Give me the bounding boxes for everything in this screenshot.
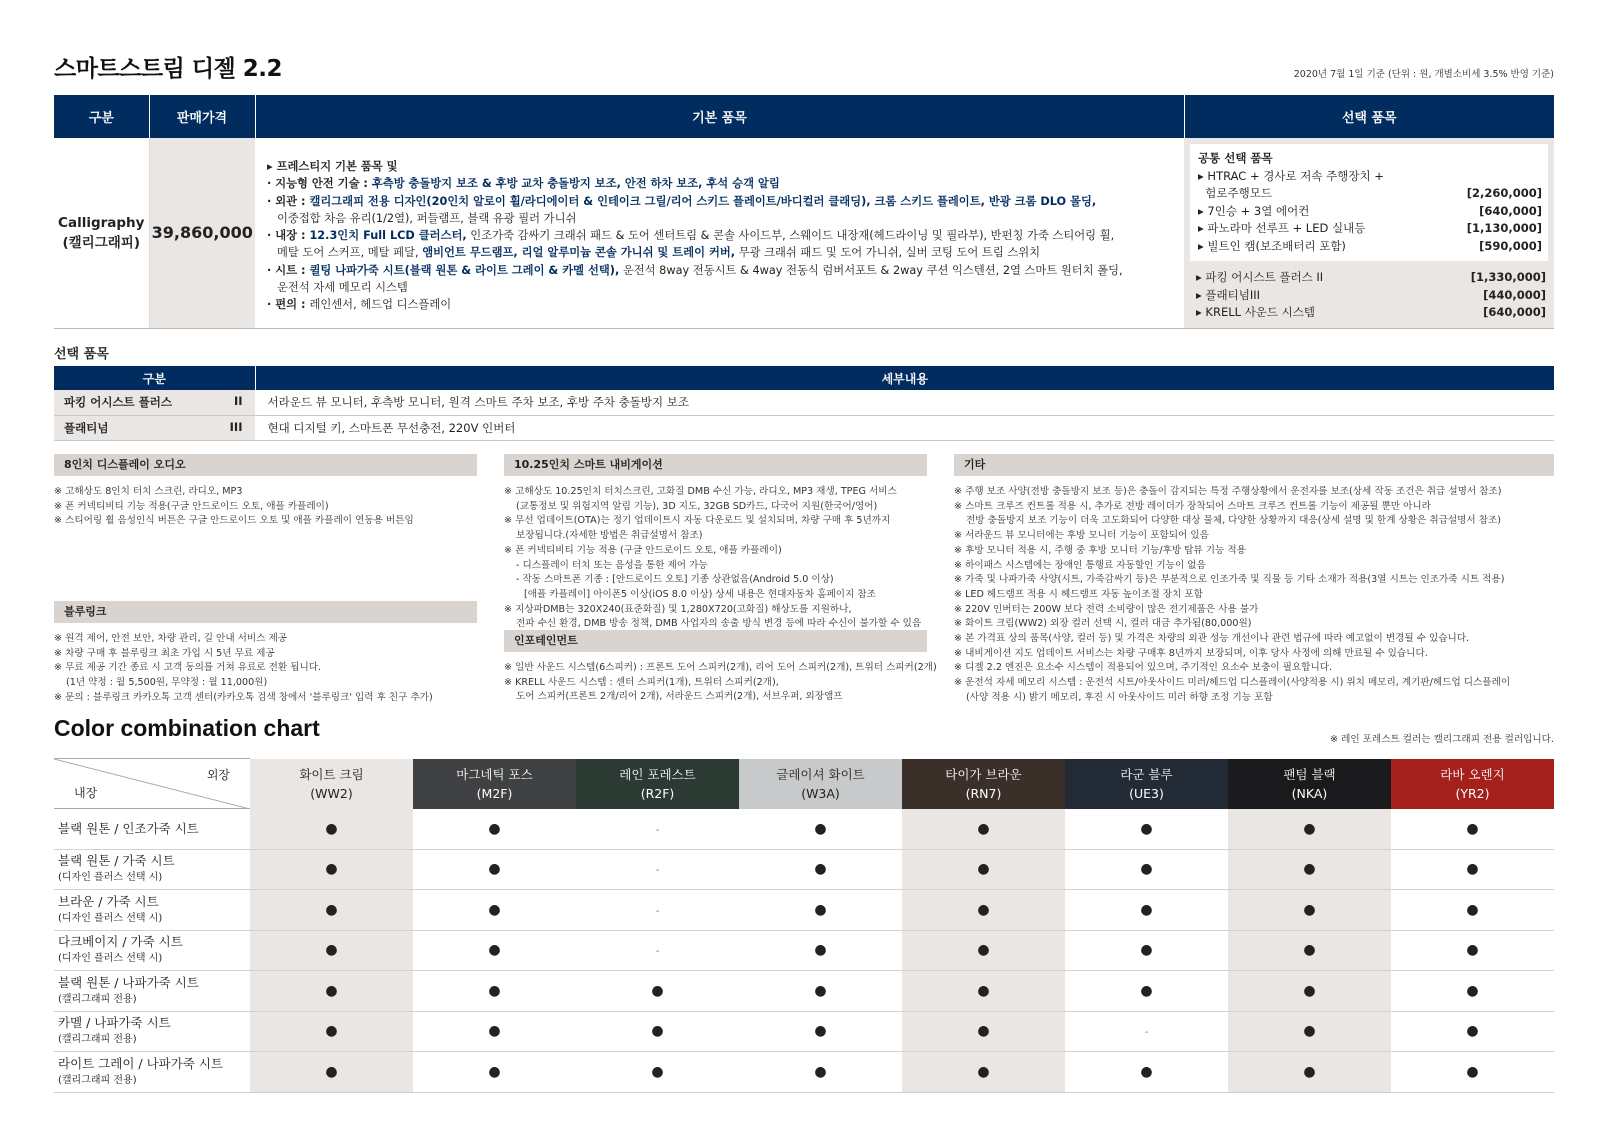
note-line: ※ 내비게이션 지도 업데이트 서비스는 차량 구매후 8년까지 보장되며, 이후 당사 사정에 의해 만료될 수 있습니다. [954,647,1428,659]
interior-name [54,930,250,971]
option-header-category: 구분 [54,366,255,390]
common-options-box [1190,144,1548,261]
option-roman: III [229,419,243,434]
exterior-color-code: (RN7) [965,785,1002,801]
availability-dot: ● [576,971,739,1012]
interior-name [54,1052,250,1093]
exterior-color-code: (NKA) [1291,785,1328,801]
exterior-color-name: 마그네틱 포스 [456,766,533,782]
option-roman: II [233,394,243,409]
note-line: (교통정보 및 위험지역 알림 기능), 3D 지도, 32GB SD카드, 다국어 지원(한국어/영어) [516,500,878,512]
availability-dot: ● [1065,1052,1228,1093]
availability-dot: ● [1391,890,1554,931]
exterior-color-header [902,759,1065,809]
note-line: ※ LED 헤드램프 적용 시 헤드램프 자동 높이조절 장치 포함 [954,588,1203,600]
availability-dot: ● [1065,971,1228,1012]
availability-dot: ● [739,1052,902,1093]
interior-name-sub: (디자인 플러스 선택 시) [58,912,163,924]
note-line: ※ 서라운드 뷰 모니터에는 후방 모니터 기능이 포함되어 있음 [954,530,1209,542]
exterior-color-code: (W3A) [801,785,840,801]
availability-dot: ● [250,890,413,931]
option-row: ▸ KRELL 사운드 시스템 [640,000] [1196,305,1546,319]
note-line: ※ 디젤 2.2 엔진은 요소수 시스템이 적용되어 있으며, 주기적인 요소수 보충이 필요합니다. [954,662,1333,674]
table-row [54,930,1554,971]
note-line: ※ 스마트 크루즈 컨트롤 적용 시, 추가로 전방 레이더가 장착되어 스마트 크루즈 컨트롤 기능이 제공될 뿐만 아니라 [954,500,1431,512]
availability-dot: ● [1391,1052,1554,1093]
availability-dot: ● [1228,1011,1391,1052]
table-row [54,1011,1554,1052]
header-basic-items: 기본 품목 [255,95,1184,138]
table-row [54,809,1554,850]
note-line: - 디스플레이 터치 또는 음성을 통한 제어 가능 [516,559,708,571]
availability-dot: ● [902,849,1065,890]
option-row: 험로주행모드 [2,260,000] [1198,186,1542,200]
availability-dot: ● [413,930,576,971]
note-line: ※ 하이패스 시스템에는 장애인 통행료 자동할인 기능이 없음 [954,559,1206,571]
extra-options [1190,261,1548,322]
note-line: ※ 후방 모니터 적용 시, 주행 중 후방 모니터 기능/후방 탑뷰 기능 적용 [954,544,1246,556]
interior-name-sub: (캘리그래피 전용) [58,1074,137,1086]
exterior-color-header [739,759,902,809]
exterior-color-name: 라군 블루 [1120,766,1173,782]
notes-navigation [504,454,927,632]
page-title: 스마트스트림 디젤 2.2 [54,56,283,82]
trim-name-ko: (캘리그래피) [62,234,141,251]
option-row: ▸ 파노라마 선루프 + LED 실내등 [1,130,000] [1198,221,1542,235]
note-line: ※ 고해상도 10.25인치 터치스크린, 고화질 DMB 수신 가능, 라디오, MP3 재생, TPEG 서비스 [504,486,897,497]
table-row [54,849,1554,890]
note-line: ※ 스티어링 휠 음성인식 버튼은 구글 안드로이드 오토 및 애플 카플레이 연동용 버튼임 [54,515,414,527]
note-line: ※ 운전석 자세 메모리 시스템 : 운전석 시트/아웃사이드 미러/헤드업 디스플레이(사양적용 시) 위치 메모리, 계기판/헤드업 디스플레이 [954,677,1511,689]
option-detail: 서라운드 뷰 모니터, 후측방 모니터, 원격 스마트 주차 보조, 후방 주차 충돌방지 보조 [255,390,1554,415]
table-row [54,971,1554,1012]
notes-bluelink-title: 블루링크 [54,601,477,623]
basic-exterior-cont: 이중접합 차음 유리(1/2열), 퍼들램프, 블랙 유광 필러 가니쉬 [277,211,577,225]
interior-name-sub: (디자인 플러스 선택 시) [58,953,163,965]
availability-dash: - [576,890,739,931]
option-row: ▸ 7인승 + 3열 에어컨 [640,000] [1198,203,1542,218]
note-line: 도어 스피커(프론트 2개/리어 2개), 서라운드 스피커(2개), 서브우퍼, 외장앰프 [516,691,843,703]
interior-name-text: 브라운 / 가죽 시트 [58,893,159,909]
trim-price: 39,860,000 [149,138,255,328]
notes-infotainment-title: 인포테인먼트 [504,630,927,652]
exterior-color-header [576,759,739,809]
notes-audio [54,454,477,529]
note-line: 전방 충돌방지 보조 기능이 더욱 고도화되어 다양한 대상 물체, 다양한 상황까지 대응(상세 설명 및 한계 상황은 취급설명서 참조) [966,515,1502,527]
option-section-label: 선택 품목 [54,347,109,362]
availability-dot: ● [413,1011,576,1052]
table-row [54,415,1554,440]
availability-dash: - [1065,1011,1228,1052]
availability-dot: ● [1391,849,1554,890]
exterior-label: 외장 [206,768,230,782]
interior-name-sub: (디자인 플러스 선택 시) [58,872,163,884]
availability-dot: ● [1391,809,1554,850]
option-name: 플래티넘 [64,420,109,435]
option-row: ▸ 빌트인 캠(보조배터리 포함) [590,000] [1198,238,1542,253]
availability-dot: ● [902,930,1065,971]
availability-dot: ● [1228,930,1391,971]
exterior-color-header [250,759,413,809]
exterior-color-header [1391,759,1554,809]
availability-dot: ● [902,1011,1065,1052]
note-line: ※ 문의 : 블루링크 카카오톡 고객 센터(카카오톡 검색 창에서 '블루링크' 입력 후 친구 추가) [54,691,433,703]
exterior-color-code: (WW2) [310,785,353,801]
exterior-color-code: (M2F) [476,785,513,801]
note-line: ※ 무료 제공 기간 종료 시 고객 동의를 거쳐 유료로 전환 됩니다. [54,662,322,674]
availability-dash: - [576,809,739,850]
note-line: ※ 주행 보조 사양(전방 충돌방지 보조 등)은 충돌이 감지되는 특정 주행상황에서 운전자를 보조(상세 작동 조건은 취급 설명서 참조) [954,486,1502,497]
interior-name-text: 다크베이지 / 가죽 시트 [58,934,183,950]
basic-convenience: · 편의 : 레인센서, 헤드업 디스플레이 [267,298,452,312]
note-line: ※ 원격 제어, 안전 보안, 차량 관리, 길 안내 서비스 제공 [54,633,288,644]
color-chart-table [54,758,1554,1093]
interior-name [54,890,250,931]
availability-dash: - [576,849,739,890]
availability-dot: ● [1228,1052,1391,1093]
availability-dot: ● [902,809,1065,850]
price-basis-note: 2020년 7월 1일 기준 (단위 : 원, 개별소비세 3.5% 반영 기준) [1293,69,1554,80]
option-row: ▸ 파킹 어시스트 플러스 II [1,330,000] [1196,270,1546,284]
availability-dot: ● [1228,849,1391,890]
availability-dot: ● [739,971,902,1012]
interior-name-text: 블랙 원톤 / 인조가죽 시트 [58,821,199,837]
interior-name-text: 블랙 원톤 / 가죽 시트 [58,853,175,869]
availability-dot: ● [1065,890,1228,931]
interior-name [54,809,250,850]
availability-dot: ● [413,809,576,850]
availability-dot: ● [1065,809,1228,850]
availability-dot: ● [1228,971,1391,1012]
availability-dot: ● [1065,930,1228,971]
header-option-items: 선택 품목 [1184,95,1554,138]
table-row [54,890,1554,931]
notes-etc-title: 기타 [954,454,1554,476]
basic-items-cell [255,138,1184,328]
availability-dot: ● [902,890,1065,931]
exterior-color-name: 글레이셔 화이트 [776,766,865,782]
availability-dot: ● [1228,890,1391,931]
availability-dot: ● [739,809,902,850]
note-line: 전파 수신 환경, DMB 방송 정책, DMB 사업자의 송출 방식 변경 등에 따라 수신이 불가할 수 있음 [516,618,922,630]
trim-name: Calligraphy [58,214,145,231]
availability-dot: ● [1391,1011,1554,1052]
availability-dot: ● [739,890,902,931]
note-line: ※ 무선 업데이트(OTA)는 정기 업데이트시 자동 다운로드 및 설치되며, 차량 구매 후 5년까지 [504,515,891,527]
basic-interior-cont: 메탈 도어 스커프, 메탈 페달, 앰비언트 무드램프, 리얼 알루미늄 콘솔 가니쉬 및 트레이 커버, 무광 크래쉬 패드 및 도어 가니쉬, 실버 코팅 도어 트림 스위치 [277,246,1041,260]
notes-infotainment [504,630,937,705]
note-line: ※ 일반 사운드 시스템(6스피커) : 프론트 도어 스피커(2개), 리어 도어 스피커(2개), 트위터 스피커(2개) [504,662,937,673]
interior-name [54,849,250,890]
basic-safety: · 지능형 안전 기술 : 후측방 충돌방지 보조 & 후방 교차 충돌방지 보조, 안전 하차 보조, 후석 승객 알림 [267,177,780,191]
exterior-color-name: 화이트 크림 [299,766,364,782]
note-line: ※ 폰 커넥티비티 기능 적용 (구글 안드로이드 오토, 애플 카플레이) [504,544,782,556]
exterior-color-name: 라바 오렌지 [1440,766,1505,782]
basic-seat: · 시트 : 퀼팅 나파가죽 시트(블랙 원톤 & 라이트 그레이 & 카멜 선택), 운전석 8way 전동시트 & 4way 전동식 럼버서포트 & 2way 쿠션 익스텐션, 2열 스마트 원터치 폴딩, [267,263,1123,277]
exterior-color-name: 레인 포레스트 [619,766,696,782]
availability-dot: ● [1228,809,1391,850]
basic-seat-cont: 운전석 자세 메모리 시스템 [277,281,408,295]
availability-dot: ● [902,971,1065,1012]
basic-interior: · 내장 : 12.3인치 Full LCD 클러스터, 인조가죽 감싸기 크래쉬 패드 & 도어 센터트림 & 콘솔 사이드부, 스웨이드 내장재(헤드라이닝 및 필라부), 반펀칭 가죽 스티어링 휠, [267,229,1115,243]
option-detail: 현대 디지털 키, 스마트폰 무선충전, 220V 인버터 [255,415,1554,440]
exterior-color-code: (YR2) [1455,785,1490,801]
color-chart-note: ※ 레인 포레스트 컬러는 캘리그래피 전용 컬러입니다. [1329,734,1554,745]
availability-dot: ● [413,1052,576,1093]
exterior-color-name: 타이가 브라운 [945,766,1022,782]
availability-dot: ● [1391,930,1554,971]
header-price: 판매가격 [149,95,255,138]
table-row [54,390,1554,415]
notes-bluelink [54,601,477,706]
basic-items-title: ▸ 프레스티지 기본 품목 및 [267,160,398,173]
interior-name-text: 카멜 / 나파가죽 시트 [58,1015,171,1031]
option-items-cell [1184,138,1554,328]
notes-navigation-title: 10.25인치 스마트 내비게이션 [504,454,927,476]
notes-etc [954,454,1554,706]
exterior-color-name: 팬텀 블랙 [1283,766,1336,782]
note-line: 보장됩니다.(자세한 방법은 취급설명서 참조) [516,530,703,542]
header-category: 구분 [54,95,149,138]
interior-name [54,971,250,1012]
availability-dot: ● [1065,849,1228,890]
note-line: ※ 화이트 크림(WW2) 외장 컬러 선택 시, 컬러 대금 추가됨(80,000원) [954,618,1252,630]
option-name: 파킹 어시스트 플러스 [64,395,172,410]
note-line: ※ 고해상도 8인치 터치 스크린, 라디오, MP3 [54,486,243,497]
interior-name-text: 블랙 원톤 / 나파가죽 시트 [58,974,199,990]
availability-dot: ● [902,1052,1065,1093]
availability-dot: ● [413,971,576,1012]
availability-dot: ● [1391,971,1554,1012]
common-options-title: 공통 선택 품목 [1198,151,1273,165]
availability-dot: ● [250,971,413,1012]
option-row: ▸ HTRAC + 경사로 저속 주행장치 + [1198,168,1384,183]
note-line: (사양 적용 시) 밝기 메모리, 후진 시 아웃사이드 미러 하향 조정 기능 포함 [966,691,1273,703]
availability-dot: ● [250,1011,413,1052]
table-row [54,1052,1554,1093]
availability-dot: ● [739,1011,902,1052]
interior-name-sub: (캘리그래피 전용) [58,993,137,1005]
availability-dot: ● [739,849,902,890]
availability-dash: - [576,930,739,971]
availability-dot: ● [250,930,413,971]
exterior-color-code: (UE3) [1129,785,1164,801]
color-chart-title: Color combination chart [54,715,320,741]
note-line: ※ 차량 구매 후 블루링크 최초 가입 시 5년 무료 제공 [54,647,275,659]
interior-name [54,1011,250,1052]
note-line: ※ 가죽 및 나파가죽 사양(시트, 가죽감싸기 등)은 부분적으로 인조가죽 및 직물 등 기타 소재가 적용(3열 시트는 인조가죽 시트 적용) [954,574,1505,586]
spec-table [54,95,1554,329]
availability-dot: ● [250,849,413,890]
note-line: ※ KRELL 사운드 시스템 : 센터 스피커(1개), 트위터 스피커(2개), [504,676,779,688]
interior-label: 내장 [74,786,98,800]
note-line: (1년 약정 : 월 5,500원, 무약정 : 월 11,000원) [66,677,268,689]
option-header-detail: 세부내용 [255,366,1554,390]
notes-audio-title: 8인치 디스플레이 오디오 [54,454,477,476]
note-line: ※ 지상파DMB는 320X240(표준화질) 및 1,280X720(고화질) 해상도를 지원하나, [504,603,852,615]
availability-dot: ● [576,1052,739,1093]
availability-dot: ● [250,1052,413,1093]
note-line: ※ 폰 커넥티비티 기능 적용(구글 안드로이드 오토, 애플 카플레이) [54,500,329,512]
interior-name-text: 라이트 그레이 / 나파가죽 시트 [58,1055,224,1071]
note-line: - 작동 스마트폰 기종 : [안드로이드 오토] 기종 상관없음(Android 5.0 이상) [516,574,834,586]
exterior-color-header [1065,759,1228,809]
color-chart-corner [54,759,250,809]
interior-name-sub: (캘리그래피 전용) [58,1034,137,1046]
exterior-color-header [413,759,576,809]
option-detail-table [54,366,1554,441]
option-row: ▸ 플래티넘III [440,000] [1196,287,1546,302]
note-line: ※ 220V 인버터는 200W 보다 전력 소비량이 많은 전기제품은 사용 불가 [954,603,1259,615]
exterior-color-header [1228,759,1391,809]
trim-name-cell [54,138,149,328]
note-line: [애플 카플레이] 아이폰5 이상(iOS 8.0 이상) 상세 내용은 현대자동차 홈페이지 참조 [524,588,876,600]
availability-dot: ● [413,849,576,890]
availability-dot: ● [576,1011,739,1052]
availability-dot: ● [413,890,576,931]
availability-dot: ● [250,809,413,850]
note-line: ※ 본 가격표 상의 품목(사양, 컬러 등) 및 가격은 차량의 외관 성능 개선이나 관련 법규에 따라 예고없이 변경될 수 있습니다. [954,633,1470,645]
exterior-color-code: (R2F) [640,785,675,801]
basic-exterior: · 외관 : 캘리그래피 전용 디자인(20인치 알로이 휠/라디에이터 & 인테이크 그릴/리어 스키드 플레이트/바디컬러 클래딩), 크롬 스키드 플레이트, 반광 크롬 DLO 몰딩, [267,194,1097,208]
availability-dot: ● [739,930,902,971]
